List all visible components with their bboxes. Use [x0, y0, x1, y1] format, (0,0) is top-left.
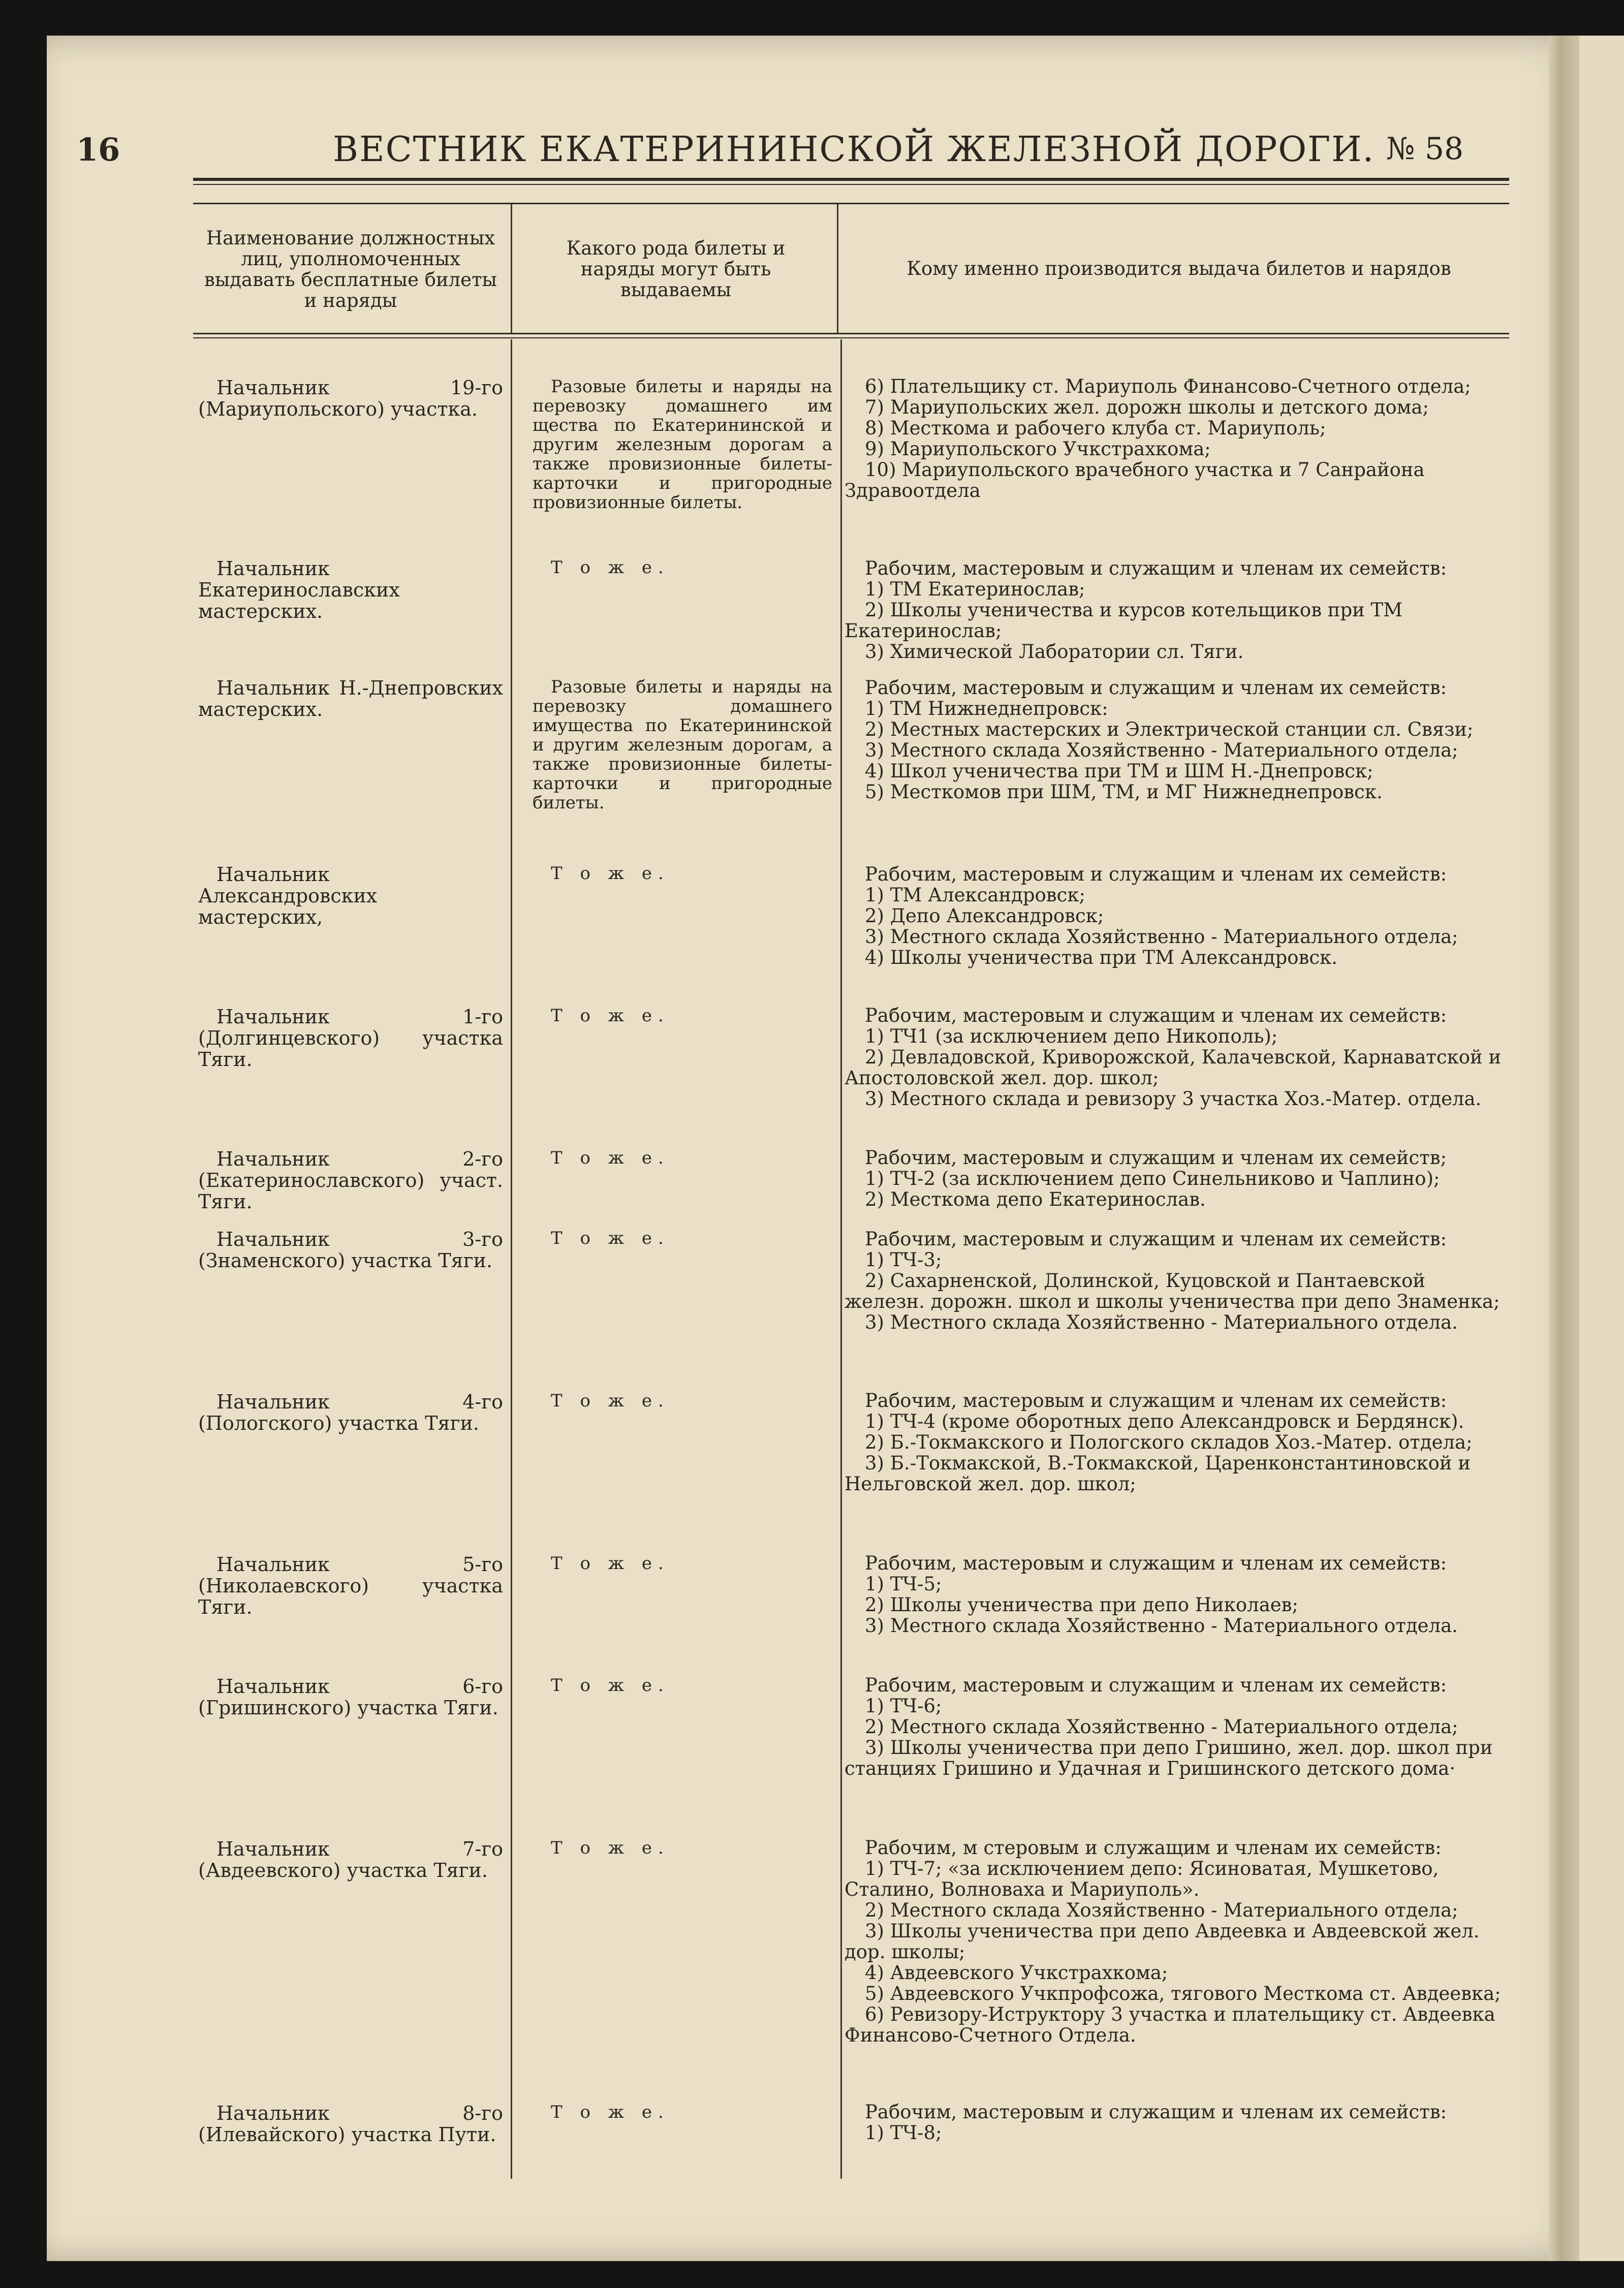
table-row-official: Начальник Н.-Днепровских мастерских.: [198, 677, 503, 720]
table-row-recipients: [845, 558, 1505, 662]
recipient-line: 3) Школы ученичества при депо Гришино, жел. дор. школ при станциях Гришино и Удачная и Гришинского детского дома·: [845, 1737, 1493, 1779]
recipient-line: 6) Ревизору-Иструктору 3 участка и плательщику ст. Авдеевка Финансово-Счетного Отдела.: [845, 2003, 1495, 2046]
recipient-line: 3) Местного склада Хозяйственно - Материального отдела;: [865, 926, 1458, 948]
table-row-official: Начальник 19-го (Мариупольского) участка.: [198, 377, 503, 420]
recipient-line: 5) Месткомов при ШМ, ТМ, и МГ Нижнеднепровск.: [865, 781, 1383, 803]
recipient-line: 1) ТМ Екатеринослав;: [865, 578, 1085, 600]
table-row-recipients: [845, 2102, 1505, 2143]
recipient-line: 6) Плательщику ст. Мариуполь Финансово-Счетного отдела;: [865, 375, 1471, 397]
recipient-line: 3) Местного склада Хозяйственно - Материального отдела;: [865, 739, 1458, 761]
recipient-line: 1) ТЧ-7; «за исключением депо: Ясиноватая, Мушкетово, Сталино, Волноваха и Мариуполь».: [845, 1858, 1439, 1900]
recipient-line: 3) Б.-Токмакской, В.-Токмакской, Царенконстантиновской и Нельговской жел. дор. школ;: [845, 1452, 1471, 1495]
header-rule: [193, 178, 1509, 181]
recipient-line: 1) ТЧ-2 (за исключением депо Синельниково и Чаплино);: [865, 1168, 1440, 1189]
table-row-recipients: [845, 376, 1505, 501]
column-header-bottom-rule: [193, 333, 1509, 334]
recipient-line: Рабочим, мастеровым и служащим и членам их семейств:: [865, 1390, 1447, 1412]
table-row-tickets: Т о ж е.: [551, 863, 670, 884]
recipient-line: 3) Школы ученичества при депо Авдеевка и Авдеевской жел. дор. школы;: [845, 1920, 1480, 1963]
recipient-line: 3) Местного склада Хозяйственно - Материального отдела.: [865, 1615, 1458, 1637]
table-row-official: Начальник 3-го (Знаменского) участка Тяги.: [198, 1228, 503, 1272]
page-fold: [1549, 36, 1579, 2261]
column-divider-1-body: [511, 339, 512, 2179]
column-divider-1: [511, 204, 512, 333]
table-row-recipients: [845, 1229, 1505, 1333]
table-row-tickets: Т о ж е.: [551, 1148, 670, 1168]
issue-number: № 58: [1386, 131, 1464, 167]
recipient-line: 10) Мариупольского врачебного участка и 7 Санрайона Здравоотдела: [845, 459, 1425, 502]
table-row-tickets: Т о ж е.: [551, 1228, 670, 1248]
recipient-line: 1) ТМ Александровск;: [865, 884, 1085, 906]
table-row-recipients: [845, 1147, 1505, 1210]
recipient-line: Рабочим, мастеровым и служащим и членам их семейств:: [865, 1005, 1447, 1026]
recipient-line: 1) ТЧ-5;: [865, 1573, 942, 1595]
recipient-line: 8) Месткома и рабочего клуба ст. Мариуполь;: [865, 417, 1326, 439]
page-number: 16: [76, 131, 120, 168]
recipient-line: 4) Школ ученичества при ТМ и ШМ Н.-Днепровск;: [865, 760, 1373, 782]
table-row-tickets: Т о ж е.: [551, 1675, 670, 1696]
column-divider-2: [837, 204, 838, 333]
recipient-line: 2) Местного склада Хозяйственно - Материального отдела;: [865, 1716, 1458, 1738]
table-row-recipients: [845, 1553, 1505, 1636]
table-row-recipients: [845, 1675, 1505, 1779]
recipient-line: 3) Химической Лаборатории сл. Тяги.: [865, 641, 1244, 663]
recipient-line: Рабочим, м стеровым и служащим и членам их семейств:: [865, 1837, 1442, 1859]
recipient-line: 2) Девладовской, Криворожской, Калачевской, Карнаватской и Апостоловской жел. дор. школ;: [845, 1046, 1502, 1089]
recipient-line: 2) Школы ученичества при депо Николаев;: [865, 1594, 1298, 1616]
column-header-rule: [193, 203, 1509, 204]
recipient-line: 2) Местного склада Хозяйственно - Материального отдела;: [865, 1899, 1458, 1921]
column-header-recipients: Кому именно производится выдача билетов и нарядов: [907, 258, 1451, 279]
column-divider-2-body: [840, 339, 842, 2179]
recipient-line: Рабочим, мастеровым и служащим и членам их семейств:: [865, 1674, 1447, 1696]
recipient-line: 2) Депо Александровск;: [865, 905, 1104, 927]
recipient-line: Рабочим, мастеровым и служащим и членам их семейств:: [865, 557, 1447, 579]
recipient-line: 9) Мариупольского Учкстрахкома;: [865, 438, 1211, 460]
table-row-tickets: Т о ж е.: [551, 1391, 670, 1411]
recipient-line: 5) Авдеевского Учкпрофсожа, тягового Месткома ст. Авдеевка;: [865, 1983, 1501, 2004]
recipient-line: 2) Местных мастерских и Электрической станции сл. Связи;: [865, 718, 1474, 740]
recipient-line: 2) Месткома депо Екатеринослав.: [865, 1188, 1206, 1210]
recipient-line: 2) Б.-Токмакского и Пологского складов Хоз.-Матер. отдела;: [865, 1431, 1473, 1453]
recipient-line: Рабочим, мастеровым и служащим и членам их семейств;: [865, 1147, 1447, 1169]
table-row-official: Начальник 6-го (Гришинского) участка Тяги.: [198, 1675, 503, 1719]
table-row-recipients: [845, 1837, 1505, 2046]
recipient-line: 1) ТЧ-6;: [865, 1695, 942, 1717]
table-row-tickets: Т о ж е.: [551, 1553, 670, 1574]
table-row-recipients: [845, 677, 1505, 802]
header-rule-thin: [193, 184, 1509, 185]
table-row-official: Начальник 2-го (Екатеринославского) участ. Тяги.: [198, 1148, 503, 1213]
table-row-tickets: Разовые билеты и наряды на перевозку домашнего им щества по Екатерининской и другим железным дорогам а также провизионные билеты-карточки и пригородные провизионные билеты.: [533, 377, 832, 513]
recipient-line: 4) Авдеевского Учкстрахкома;: [865, 1962, 1168, 1984]
table-row-official: Начальник 4-го (Пологского) участка Тяги.: [198, 1391, 503, 1434]
recipient-line: Рабочим, мастеровым и служащим и членам их семейств:: [865, 863, 1447, 885]
recipient-line: Рабочим, мастеровым и служащим и членам их семейств:: [865, 2101, 1447, 2123]
recipient-line: 2) Сахарненской, Долинской, Куцовской и Пантаевской железн. дорожн. школ и школы ученичества при депо Знаменка;: [845, 1270, 1500, 1312]
recipient-line: Рабочим, мастеровым и служащим и членам их семейств:: [865, 1552, 1447, 1574]
journal-title: ВЕСТНИК ЕКАТЕРИНИНСКОЙ ЖЕЛЕЗНОЙ ДОРОГИ.: [333, 130, 1375, 170]
recipient-line: Рабочим, мастеровым и служащим и членам их семейств:: [865, 1228, 1447, 1250]
adjacent-page-strip: [1579, 36, 1624, 2261]
recipient-line: 1) ТЧ-4 (кроме оборотных депо Александровск и Бердянск).: [865, 1411, 1464, 1432]
table-row-official: Начальник Александровских мастерских,: [198, 863, 378, 928]
column-header-ticket-types: Какого рода билеты и наряды могут быть выдаваемы: [566, 237, 786, 301]
table-row-tickets: Т о ж е.: [551, 2102, 670, 2122]
recipient-line: 4) Школы ученичества при ТМ Александровск.: [865, 947, 1337, 968]
table-row-official: Начальник 5-го (Николаевского) участка Тяги.: [198, 1553, 503, 1618]
recipient-line: 3) Местного склада и ревизору 3 участка Хоз.-Матер. отдела.: [865, 1088, 1482, 1110]
table-row-tickets: Т о ж е.: [551, 1838, 670, 1858]
recipient-line: 3) Местного склада Хозяйственно - Материального отдела.: [865, 1311, 1458, 1333]
table-row-recipients: [845, 1005, 1505, 1109]
recipient-line: 1) ТМ Нижнеднепровск:: [865, 698, 1108, 719]
recipient-line: Рабочим, мастеровым и служащим и членам их семейств:: [865, 677, 1447, 699]
table-row-recipients: [845, 864, 1505, 968]
recipient-line: 2) Школы ученичества и курсов котельщиков при ТМ Екатеринослав;: [845, 599, 1403, 642]
table-row-tickets: Т о ж е.: [551, 1006, 670, 1026]
recipient-line: 1) ТЧ1 (за исключением депо Никополь);: [865, 1025, 1278, 1047]
table-row-official: Начальник 1-го (Долгинцевского) участка Тяги.: [198, 1006, 503, 1071]
recipient-line: 1) ТЧ-3;: [865, 1249, 942, 1271]
column-header-officials: Наименование должностных лиц, уполномоченных выдавать бесплатные билеты и наряды: [204, 227, 497, 311]
table-row-official: Начальник 8-го (Илевайского) участка Пути.: [198, 2102, 503, 2146]
table-row-recipients: [845, 1390, 1505, 1494]
recipient-line: 1) ТЧ-8;: [865, 2122, 942, 2144]
table-row-official: Начальник Екатеринославских мастерских.: [198, 557, 400, 622]
recipient-line: 7) Мариупольских жел. дорожн школы и детского дома;: [865, 396, 1429, 418]
column-header-bottom-rule-2: [193, 337, 1509, 338]
table-row-tickets: Разовые билеты и наряды на перевозку домашнего имущества по Екатерининской и другим железным дорогам, а также провизионные билеты-карточки и пригородные билеты.: [533, 677, 832, 813]
table-row-tickets: Т о ж е.: [551, 557, 670, 578]
table-row-official: Начальник 7-го (Авдеевского) участка Тяги.: [198, 1838, 503, 1882]
